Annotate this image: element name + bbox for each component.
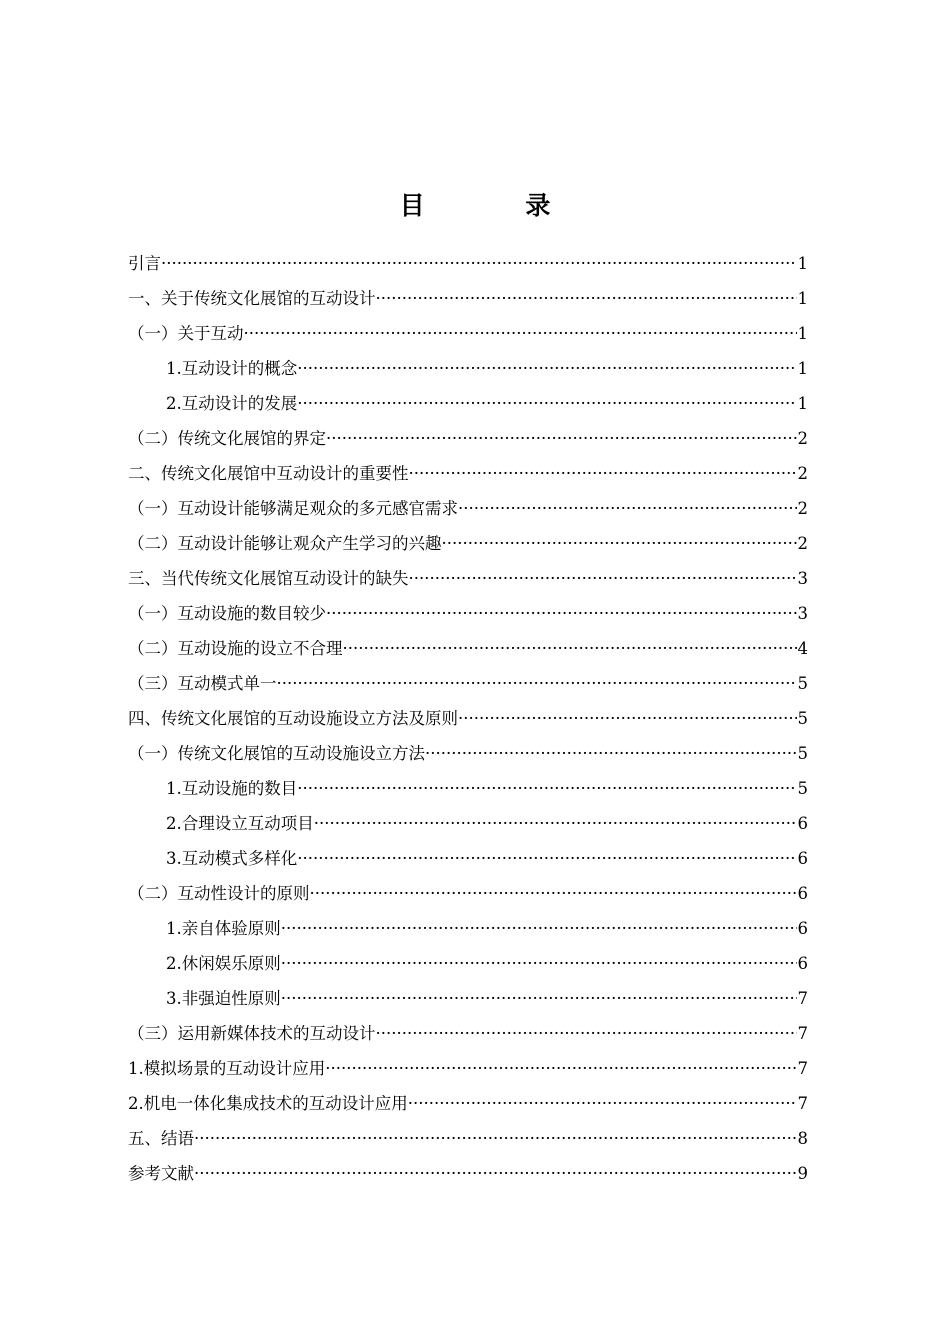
toc-entry[interactable] (128, 981, 808, 1016)
toc-entry[interactable] (128, 1121, 808, 1156)
toc-dot-leader (409, 456, 797, 491)
toc-entry-page-number: 5 (797, 779, 808, 798)
toc-entry-page-number: 6 (797, 849, 808, 868)
toc-dot-leader (458, 701, 797, 736)
toc-dot-leader (281, 981, 797, 1016)
toc-entry-page-number: 3 (797, 569, 808, 588)
toc-entry-label: （一）传统文化展馆的互动设施设立方法 (128, 744, 425, 763)
toc-entry-label: 二、传统文化展馆中互动设计的重要性 (128, 464, 409, 483)
toc-entry[interactable] (128, 911, 808, 946)
toc-entry-page-number: 6 (797, 814, 808, 833)
toc-entry-page-number: 5 (797, 744, 808, 763)
toc-entry-label: 引言 (128, 254, 161, 273)
toc-entry[interactable] (128, 1156, 808, 1191)
toc-entry-page-number: 1 (797, 254, 808, 273)
toc-dot-leader (343, 631, 797, 666)
toc-entry[interactable] (128, 946, 808, 981)
toc-entry[interactable] (128, 876, 808, 911)
toc-entry[interactable] (128, 736, 808, 771)
toc-entry-label: 3.互动模式多样化 (166, 849, 298, 868)
toc-entry-label: 2.休闲娱乐原则 (166, 954, 281, 973)
toc-entry-label: 3.非强迫性原则 (166, 989, 281, 1008)
toc-entry[interactable] (128, 351, 808, 386)
toc-entry-page-number: 7 (797, 1094, 808, 1113)
toc-entry-page-number: 2 (797, 534, 808, 553)
toc-dot-leader (376, 281, 797, 316)
toc-entry-page-number: 7 (797, 1024, 808, 1043)
toc-entry[interactable] (128, 316, 808, 351)
toc-entry-page-number: 1 (797, 359, 808, 378)
toc-entry-label: 2.互动设计的发展 (166, 394, 298, 413)
toc-entry[interactable] (128, 386, 808, 421)
toc-dot-leader (458, 491, 797, 526)
toc-entry[interactable] (128, 421, 808, 456)
toc-entry-page-number: 1 (797, 324, 808, 343)
toc-dot-leader (425, 736, 797, 771)
toc-entry[interactable] (128, 246, 808, 281)
toc-entry-label: 2.合理设立互动项目 (166, 814, 314, 833)
toc-dot-leader (244, 316, 797, 351)
toc-entry[interactable] (128, 1086, 808, 1121)
toc-entry[interactable] (128, 491, 808, 526)
toc-dot-leader (297, 841, 796, 876)
toc-entry-label: 1.互动设计的概念 (166, 359, 298, 378)
toc-entry-page-number: 2 (797, 429, 808, 448)
toc-entry[interactable] (128, 596, 808, 631)
toc-entry-label: （三）运用新媒体技术的互动设计 (128, 1024, 376, 1043)
table-of-contents (128, 246, 808, 1191)
toc-entry-label: 参考文献 (128, 1164, 194, 1183)
toc-entry[interactable] (128, 1051, 808, 1086)
toc-entry[interactable] (128, 701, 808, 736)
toc-entry[interactable] (128, 631, 808, 666)
toc-entry-label: （一）互动设计能够满足观众的多元感官需求 (128, 499, 458, 518)
page-title: 目 录 (399, 191, 597, 220)
toc-dot-leader (326, 596, 797, 631)
toc-dot-leader (325, 1051, 796, 1086)
toc-entry-page-number: 3 (797, 604, 808, 623)
toc-entry[interactable] (128, 526, 808, 561)
toc-dot-leader (277, 666, 797, 701)
toc-dot-leader (408, 1086, 797, 1121)
toc-entry-page-number: 5 (797, 674, 808, 693)
toc-dot-leader (409, 561, 797, 596)
toc-entry-page-number: 6 (797, 954, 808, 973)
toc-entry-page-number: 8 (797, 1129, 808, 1148)
toc-entry-page-number: 6 (797, 919, 808, 938)
toc-dot-leader (442, 526, 797, 561)
toc-entry-label: 三、当代传统文化展馆互动设计的缺失 (128, 569, 409, 588)
toc-entry-label: （二）互动性设计的原则 (128, 884, 310, 903)
toc-entry-label: 一、关于传统文化展馆的互动设计 (128, 289, 376, 308)
toc-entry-label: 四、传统文化展馆的互动设施设立方法及原则 (128, 709, 458, 728)
toc-entry-page-number: 5 (797, 709, 808, 728)
toc-entry-label: 五、结语 (128, 1129, 194, 1148)
toc-entry[interactable] (128, 771, 808, 806)
toc-entry-page-number: 7 (797, 1059, 808, 1078)
toc-entry-page-number: 6 (797, 884, 808, 903)
toc-dot-leader (297, 386, 796, 421)
toc-entry[interactable] (128, 841, 808, 876)
toc-entry-page-number: 2 (797, 464, 808, 483)
toc-dot-leader (314, 806, 797, 841)
toc-dot-leader (194, 1121, 797, 1156)
toc-entry-label: （二）互动设计能够让观众产生学习的兴趣 (128, 534, 442, 553)
toc-entry-label: 1.模拟场景的互动设计应用 (128, 1059, 326, 1078)
toc-entry-page-number: 9 (797, 1164, 808, 1183)
toc-dot-leader (326, 421, 797, 456)
toc-dot-leader (376, 1016, 797, 1051)
toc-entry-label: （一）互动设施的数目较少 (128, 604, 326, 623)
toc-entry[interactable] (128, 281, 808, 316)
toc-entry-page-number: 1 (797, 394, 808, 413)
toc-dot-leader (281, 911, 797, 946)
toc-entry-label: 1.互动设施的数目 (166, 779, 298, 798)
toc-entry-page-number: 4 (797, 639, 808, 658)
toc-entry-label: （二）传统文化展馆的界定 (128, 429, 326, 448)
toc-entry[interactable] (128, 1016, 808, 1051)
toc-dot-leader (310, 876, 797, 911)
toc-entry-label: （三）互动模式单一 (128, 674, 277, 693)
toc-entry-page-number: 2 (797, 499, 808, 518)
toc-entry[interactable] (128, 456, 808, 491)
toc-entry[interactable] (128, 806, 808, 841)
toc-entry-label: 2.机电一体化集成技术的互动设计应用 (128, 1094, 408, 1113)
toc-dot-leader (281, 946, 797, 981)
toc-entry[interactable] (128, 561, 808, 596)
toc-dot-leader (161, 246, 797, 281)
toc-dot-leader (194, 1156, 797, 1191)
toc-entry-page-number: 7 (797, 989, 808, 1008)
toc-entry-label: （二）互动设施的设立不合理 (128, 639, 343, 658)
toc-dot-leader (297, 351, 796, 386)
toc-entry-label: 1.亲自体验原则 (166, 919, 281, 938)
toc-entry-label: （一）关于互动 (128, 324, 244, 343)
toc-dot-leader (297, 771, 796, 806)
toc-entry[interactable] (128, 666, 808, 701)
toc-entry-page-number: 1 (797, 289, 808, 308)
